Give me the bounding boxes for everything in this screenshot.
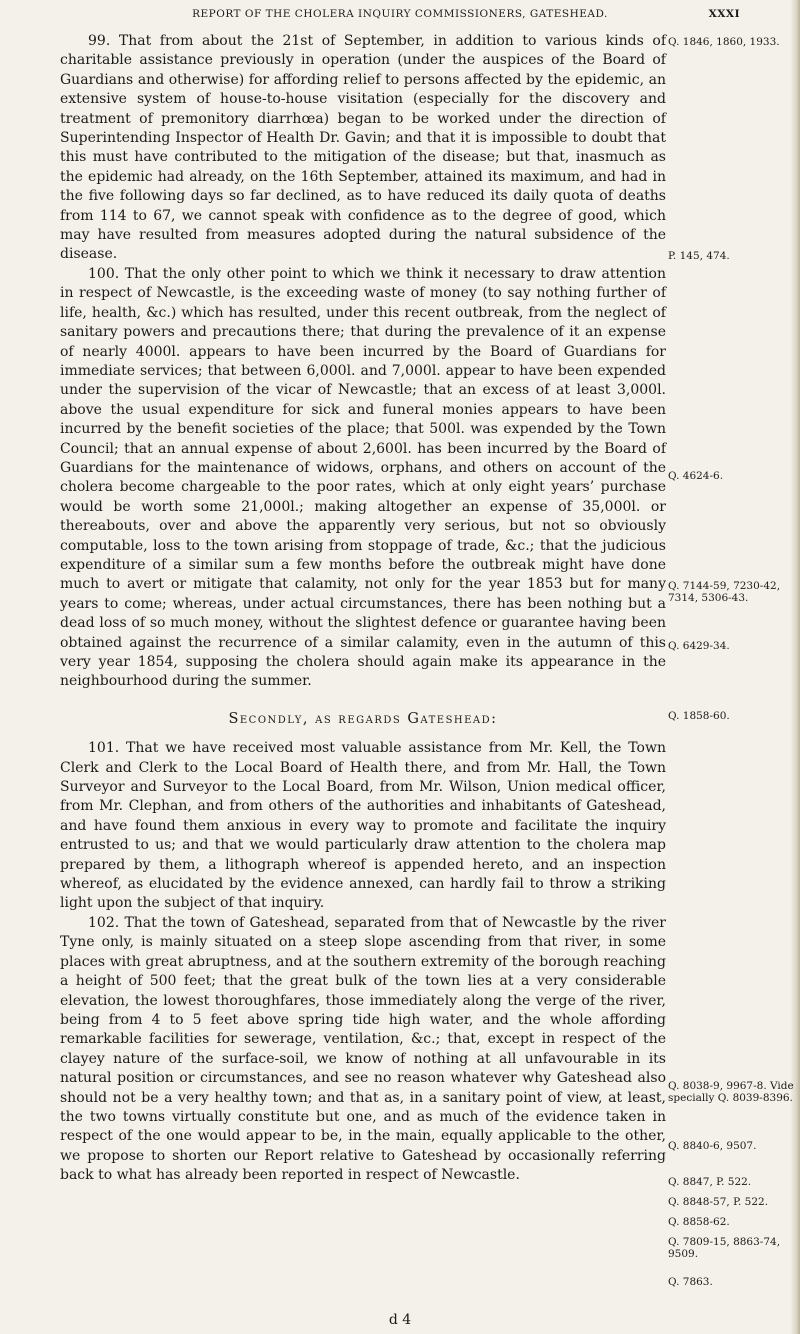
margin-note: Q. 8858-62.	[668, 1216, 730, 1228]
section-heading: Secondly, as regards Gateshead:	[228, 710, 498, 727]
margin-note: Q. 1858-60.	[668, 710, 730, 722]
margin-note: Q. 8840-6, 9507.	[668, 1140, 757, 1152]
margin-note: Q. 7144-59, 7230-42, 7314, 5306-43.	[668, 580, 781, 604]
margin-note: Q. 7863.	[668, 1276, 713, 1288]
margin-note: Q. 7809-15, 8863-74, 9509.	[668, 1236, 781, 1260]
running-header	[60, 8, 740, 28]
page-edge	[790, 0, 800, 1334]
paragraph-99: 99. That from about the 21st of September, in addition to various kinds of charitable assistance previously in operation (under the auspices of the Board of Guardians and otherwise) for affording relief to persons affected by the epidemic, an extensive system of house-to-house visitation (especially for the discovery and treatment of premonitory diarrhœa) began to be worked under the direction of Superintending Inspector of Health Dr. Gavin; and that it is impossible to doubt that this must have contributed to the mitigation of the disease; but that, inasmuch as the epidemic had already, on the 16th September, attained its maximum, and had in the five following days so far declined, as to have reduced its daily quota of deaths from 114 to 67, we cannot speak with confidence as to the degree of good, which may have resulted from measures adopted during the natural subsidence of the disease.	[60, 33, 666, 263]
margin-note: Q. 8038-9, 9967-8. Vide specially Q. 8039-8396.	[668, 1080, 794, 1104]
signature-mark: d 4	[388, 1312, 412, 1328]
page-number: XXXI	[708, 8, 740, 20]
margin-note: Q. 4624-6.	[668, 470, 724, 482]
margin-note: Q. 6429-34.	[668, 640, 730, 652]
paragraph-101: 101. That we have received most valuable assistance from Mr. Kell, the Town Clerk and Clerk to the Local Board of Health there, and from Mr. Hall, the Town Surveyor and Surveyor to the Local Board, from Mr. Wilson, Union medical officer, from Mr. Clephan, and from others of the authorities and inhabitants of Gateshead, and have found them anxious in every way to promote and facilitate the inquiry entrusted to us; and that we would particularly draw attention to the cholera map prepared by them, a lithograph whereof is appended hereto, and an inspection whereof, as elucidated by the evidence annexed, can hardly fail to throw a striking light upon the subject of that inquiry.	[60, 740, 666, 912]
margin-note: Q. 1846, 1860, 1933.	[668, 36, 780, 48]
margin-note: Q. 8847, P. 522.	[668, 1176, 752, 1188]
paragraph-100: 100. That the only other point to which we think it necessary to draw attention in respect of Newcastle, is the exceeding waste of money (to say nothing further of life, health, &c.) which has resulted, under this recent outbreak, from the neglect of sanitary powers and precautions there; that during the prevalence of it an expense of nearly 4000l. appears to have been incurred by the Board of Guardians for immediate services; that between 6,000l. and 7,000l. appear to have been expended under the supervision of the vicar of Newcastle; that an excess of at least 3,000l. above the usual expenditure for sick and funeral monies appears to have been incurred by the benefit societies of the place; that 500l. was expended by the Town Council; that an annual expense of about 2,600l. has been incurred by the Board of Guardians for the maintenance of widows, orphans, and others on account of the cholera become chargeable to the poor rates, which at only eight years’ purchase would be worth some 21,000l.; making altogether an expense of 35,000l. or thereabouts, over and above the apparently very serious, but not so obviously computable, loss to the town arising from stoppage of trade, &c.; that the judicious expenditure of a similar sum a few months before the outbreak might have done much to avert or mitigate that calamity, not only for the year 1853 but for many years to come; whereas, under actual circumstances, there has been nothing but a dead loss of so much money, without the slightest defence or guarantee having been obtained against the recurrence of a similar calamity, even in the autumn of this very year 1854, supposing the cholera should again make its appearance in the neighbourhood during the summer.	[60, 265, 666, 690]
margin-note: P. 145, 474.	[668, 250, 730, 262]
margin-note: Q. 8848-57, P. 522.	[668, 1196, 769, 1208]
header-title: REPORT OF THE CHOLERA INQUIRY COMMISSIONERS, GATESHEAD.	[192, 8, 608, 20]
main-text	[60, 32, 666, 1186]
paragraph-102: 102. That the town of Gateshead, separated from that of Newcastle by the river Tyne only, is mainly situated on a steep slope ascending from that river, in some places with great abruptness, and at the southern extremity of the borough reaching a height of 500 feet; that the great bulk of the town lies at a very considerable elevation, the lowest thoroughfares, those immediately along the verge of the river, being from 4 to 5 feet above spring tide high water, and the whole affording remarkable facilities for sewerage, ventilation, &c.; that, except in respect of the clayey nature of the surface-soil, we know of nothing at all unfavourable in its natural position or circumstances, and see no reason whatever why Gateshead also should not be a very healthy town; and that as, in a sanitary point of view, at least, the two towns virtually constitute but one, and as much of the evidence taken in respect of the one would appear to be, in the main, equally applicable to the other, we propose to shorten our Report relative to Gateshead by occasionally referring back to what has already been reported in respect of Newcastle.	[60, 914, 666, 1184]
